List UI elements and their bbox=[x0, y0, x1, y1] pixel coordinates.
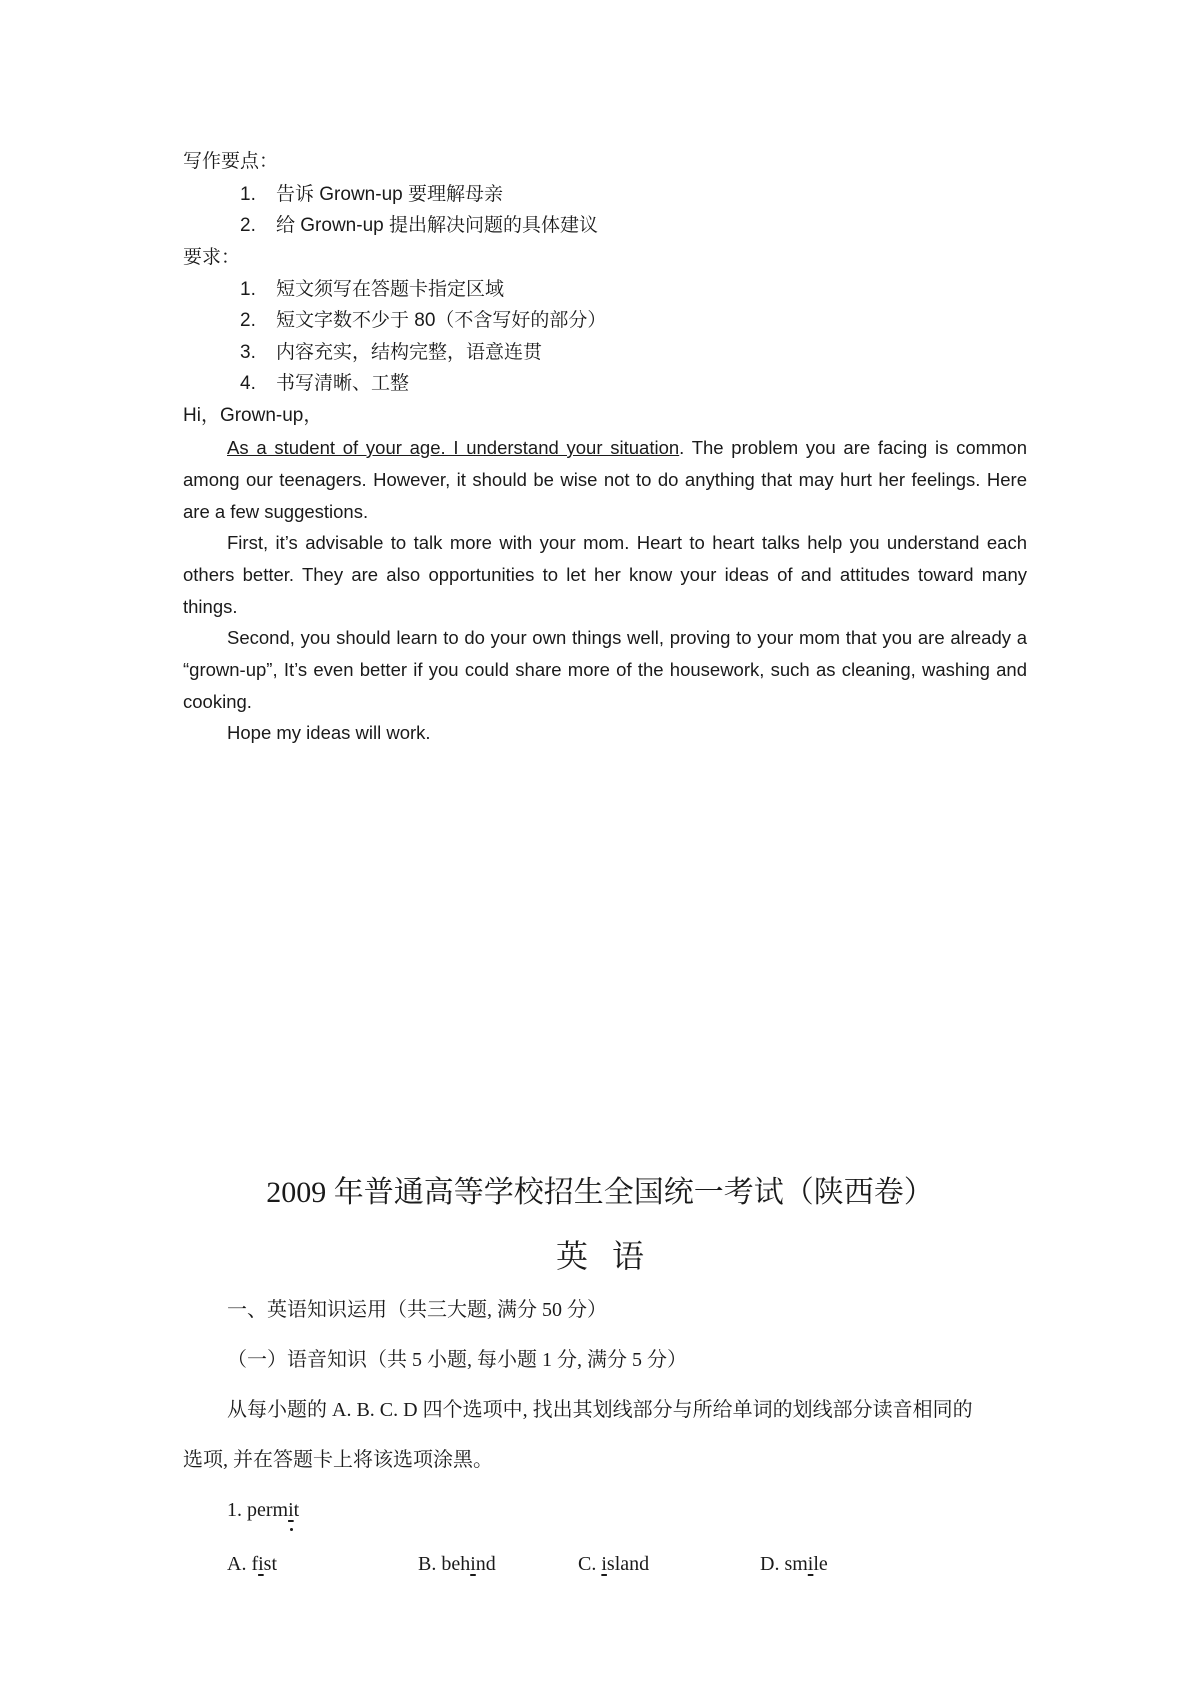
option-prefix: D. sm bbox=[760, 1553, 808, 1575]
option-prefix: A. f bbox=[227, 1553, 259, 1575]
option-suffix: sland bbox=[606, 1553, 650, 1575]
requirement-number: 3. bbox=[240, 342, 256, 363]
option-c bbox=[578, 1551, 649, 1577]
letter-greeting: Hi，Grown-up， bbox=[183, 405, 323, 426]
given-sentence: As a student of your age. I understand your situation bbox=[227, 437, 680, 458]
writing-point-text: 给 Grown-up 提出解决问题的具体建议 bbox=[276, 215, 598, 236]
option-marked-letter: i bbox=[258, 1553, 264, 1575]
question-stem-prefix: 1. perm bbox=[227, 1499, 289, 1521]
requirement-text: 短文须写在答题卡指定区域 bbox=[276, 279, 505, 300]
requirement-3 bbox=[240, 341, 542, 365]
part-heading: （一）语音知识（共 5 小题, 每小题 1 分, 满分 5 分） bbox=[227, 1349, 687, 1371]
question-stem-marked-letter: i bbox=[288, 1499, 294, 1521]
requirement-number: 1. bbox=[240, 279, 256, 300]
option-d bbox=[760, 1551, 828, 1577]
option-suffix: nd bbox=[475, 1553, 496, 1575]
section-heading: 一、英语知识运用（共三大题, 满分 50 分） bbox=[227, 1299, 607, 1321]
letter-paragraph-4: Hope my ideas will work. bbox=[227, 722, 431, 743]
requirement-2 bbox=[240, 309, 606, 333]
option-b bbox=[418, 1551, 496, 1577]
letter-paragraph-1 bbox=[183, 432, 1027, 528]
writing-point-text: 告诉 Grown-up 要理解母亲 bbox=[276, 184, 503, 205]
letter-paragraph-3: Second, you should learn to do your own things well, proving to your mom that you are already a “grown-up”, It’s even better if you could share more of the housework, such as cleaning, washing and cooking. bbox=[183, 627, 1027, 712]
exam-title: 2009 年普通高等学校招生全国统一考试（陕西卷） bbox=[266, 1176, 934, 1209]
writing-point-2 bbox=[240, 214, 598, 238]
letter-paragraph-1-rest: . The problem you are facing is common among our teenagers. However, it should be wise not to do anything that may hurt her feelings. Here are a few suggestions. bbox=[183, 437, 1028, 522]
requirements-heading: 要求： bbox=[183, 247, 241, 268]
option-suffix: st bbox=[263, 1553, 278, 1575]
option-a bbox=[227, 1551, 277, 1577]
option-prefix: C. bbox=[578, 1553, 602, 1575]
requirement-text: 内容充实，结构完整，语意连贯 bbox=[276, 342, 543, 363]
requirement-1 bbox=[240, 278, 504, 302]
exam-subject: 英语 bbox=[555, 1238, 668, 1274]
option-marked-letter: i bbox=[601, 1553, 607, 1575]
writing-point-1 bbox=[240, 183, 503, 207]
question-1-stem bbox=[227, 1497, 299, 1523]
option-marked-letter: i bbox=[470, 1553, 476, 1575]
requirement-number: 4. bbox=[240, 373, 256, 394]
option-prefix: B. beh bbox=[418, 1553, 471, 1575]
instructions-line-1: 从每小题的 A. B. C. D 四个选项中, 找出其划线部分与所给单词的划线部分读音相同的 bbox=[227, 1399, 973, 1421]
option-suffix: le bbox=[813, 1553, 828, 1575]
requirement-text: 书写清晰、工整 bbox=[276, 373, 410, 394]
writing-point-number: 1. bbox=[240, 184, 256, 205]
option-marked-letter: i bbox=[807, 1553, 814, 1575]
requirement-number: 2. bbox=[240, 310, 256, 331]
writing-points-heading: 写作要点： bbox=[183, 151, 279, 172]
requirement-4 bbox=[240, 372, 409, 396]
question-stem-suffix: t bbox=[293, 1499, 300, 1521]
writing-point-number: 2. bbox=[240, 215, 256, 236]
instructions-line-2: 选项, 并在答题卡上将该选项涂黑。 bbox=[183, 1449, 493, 1471]
requirement-text: 短文字数不少于 80（不含写好的部分） bbox=[276, 310, 607, 331]
letter-paragraph-2: First, it’s advisable to talk more with your mom. Heart to heart talks help you understand each others better. They are also opportunities to let her know your ideas of and attitudes toward many things. bbox=[183, 532, 1027, 617]
